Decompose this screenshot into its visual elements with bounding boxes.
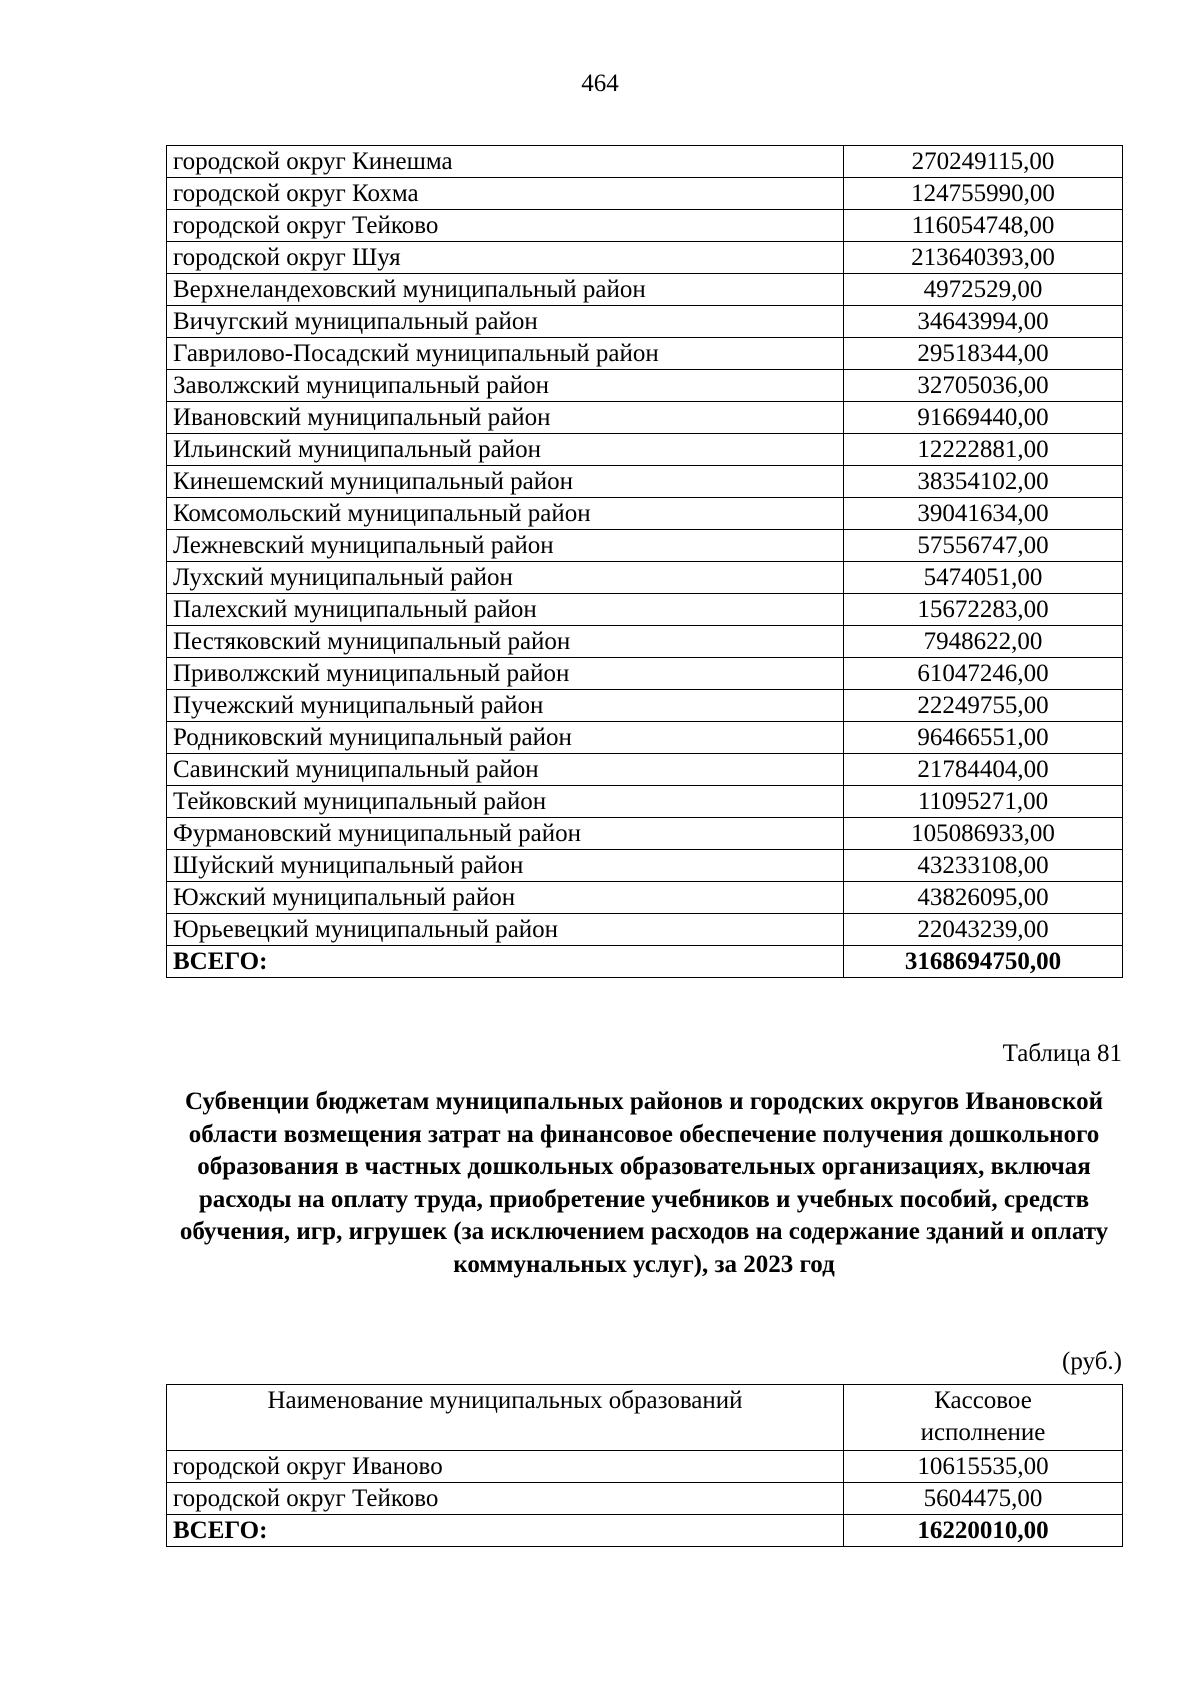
table-row — [167, 882, 1123, 914]
amount: 22043239,00 — [844, 914, 1123, 946]
amount: 116054748,00 — [844, 210, 1123, 242]
table-row — [167, 722, 1123, 754]
table-81 — [166, 1384, 1123, 1547]
table-row — [167, 274, 1123, 306]
amount: 57556747,00 — [844, 530, 1123, 562]
amount: 43233108,00 — [844, 850, 1123, 882]
amount: 21784404,00 — [844, 754, 1123, 786]
total-row — [167, 946, 1123, 978]
municipality-name: городской округ Тейково — [167, 210, 844, 242]
amount: 213640393,00 — [844, 242, 1123, 274]
municipality-name: городской округ Шуя — [167, 242, 844, 274]
table-row — [167, 914, 1123, 946]
municipality-name: Ивановский муниципальный район — [167, 402, 844, 434]
table-body — [167, 146, 1123, 978]
table-row — [167, 626, 1123, 658]
total-amount: 3168694750,00 — [844, 946, 1123, 978]
amount: 32705036,00 — [844, 370, 1123, 402]
amount: 22249755,00 — [844, 690, 1123, 722]
municipality-name: Палехский муниципальный район — [167, 594, 844, 626]
municipality-name: Пучежский муниципальный район — [167, 690, 844, 722]
table-row — [167, 1483, 1123, 1515]
municipality-name: Юрьевецкий муниципальный район — [167, 914, 844, 946]
amount: 34643994,00 — [844, 306, 1123, 338]
municipality-name: Заволжский муниципальный район — [167, 370, 844, 402]
municipality-name: Пестяковский муниципальный район — [167, 626, 844, 658]
amount: 7948622,00 — [844, 626, 1123, 658]
table-row — [167, 402, 1123, 434]
municipality-name: Кинешемский муниципальный район — [167, 466, 844, 498]
municipality-name: Верхнеландеховский муниципальный район — [167, 274, 844, 306]
amount: 10615535,00 — [844, 1451, 1123, 1483]
municipality-name: Комсомольский муниципальный район — [167, 498, 844, 530]
table-row — [167, 466, 1123, 498]
total-label: ВСЕГО: — [167, 1515, 844, 1547]
municipality-name: городской округ Иваново — [167, 1451, 844, 1483]
municipality-name: городской округ Кинешма — [167, 146, 844, 178]
amount: 61047246,00 — [844, 658, 1123, 690]
table-row — [167, 594, 1123, 626]
amount: 105086933,00 — [844, 818, 1123, 850]
municipality-name: Южский муниципальный район — [167, 882, 844, 914]
table-row — [167, 690, 1123, 722]
amount: 5474051,00 — [844, 562, 1123, 594]
amount: 4972529,00 — [844, 274, 1123, 306]
amount: 270249115,00 — [844, 146, 1123, 178]
municipality-name: Шуйский муниципальный район — [167, 850, 844, 882]
municipality-name: Гаврилово-Посадский муниципальный район — [167, 338, 844, 370]
table-row — [167, 562, 1123, 594]
table-row — [167, 306, 1123, 338]
page-number: 464 — [581, 70, 619, 97]
table-body — [167, 1385, 1123, 1547]
municipality-name: Вичугский муниципальный район — [167, 306, 844, 338]
amount: 43826095,00 — [844, 882, 1123, 914]
amount: 96466551,00 — [844, 722, 1123, 754]
table-row — [167, 498, 1123, 530]
header-value: Кассовое исполнение — [844, 1385, 1123, 1451]
table-row — [167, 754, 1123, 786]
municipality-name: Тейковский муниципальный район — [167, 786, 844, 818]
amount: 91669440,00 — [844, 402, 1123, 434]
table-row — [167, 530, 1123, 562]
amount: 15672283,00 — [844, 594, 1123, 626]
table-header-row — [167, 1385, 1123, 1451]
municipality-name: Лежневский муниципальный район — [167, 530, 844, 562]
amount: 12222881,00 — [844, 434, 1123, 466]
total-label: ВСЕГО: — [167, 946, 844, 978]
table-row — [167, 178, 1123, 210]
municipality-name: городской округ Тейково — [167, 1483, 844, 1515]
municipality-name: Савинский муниципальный район — [167, 754, 844, 786]
table-row — [167, 818, 1123, 850]
table-row — [167, 658, 1123, 690]
total-amount: 16220010,00 — [844, 1515, 1123, 1547]
municipality-name: Фурмановский муниципальный район — [167, 818, 844, 850]
table-row — [167, 1451, 1123, 1483]
table-row — [167, 850, 1123, 882]
amount: 29518344,00 — [844, 338, 1123, 370]
table-row — [167, 434, 1123, 466]
amount: 11095271,00 — [844, 786, 1123, 818]
amount: 39041634,00 — [844, 498, 1123, 530]
municipality-name: Лухский муниципальный район — [167, 562, 844, 594]
table-row — [167, 370, 1123, 402]
total-row — [167, 1515, 1123, 1547]
table-row — [167, 338, 1123, 370]
municipality-name: Приволжский муниципальный район — [167, 658, 844, 690]
table-row — [167, 210, 1123, 242]
amount: 38354102,00 — [844, 466, 1123, 498]
units-label: (руб.) — [1062, 1348, 1122, 1375]
table-81-previous — [166, 145, 1123, 978]
header-name: Наименование муниципальных образований — [167, 1385, 844, 1451]
table-row — [167, 242, 1123, 274]
table-row — [167, 786, 1123, 818]
table-caption: Таблица 81 — [1002, 1040, 1122, 1067]
table-row — [167, 146, 1123, 178]
municipality-name: Ильинский муниципальный район — [167, 434, 844, 466]
table-title: Субвенции бюджетам муниципальных районов и городских округов Ивановской области возмещения затрат на финансовое обеспечение получения дошкольного образования в частных дошкольных образовательных организациях, включая расходы на оплату труда, приобретение учебников и учебных пособий, средств обучения, игр, игрушек (за исключением расходов на содержание зданий и оплату коммунальных услуг), за 2023 год — [179, 1088, 1109, 1278]
municipality-name: городской округ Кохма — [167, 178, 844, 210]
municipality-name: Родниковский муниципальный район — [167, 722, 844, 754]
amount: 5604475,00 — [844, 1483, 1123, 1515]
amount: 124755990,00 — [844, 178, 1123, 210]
